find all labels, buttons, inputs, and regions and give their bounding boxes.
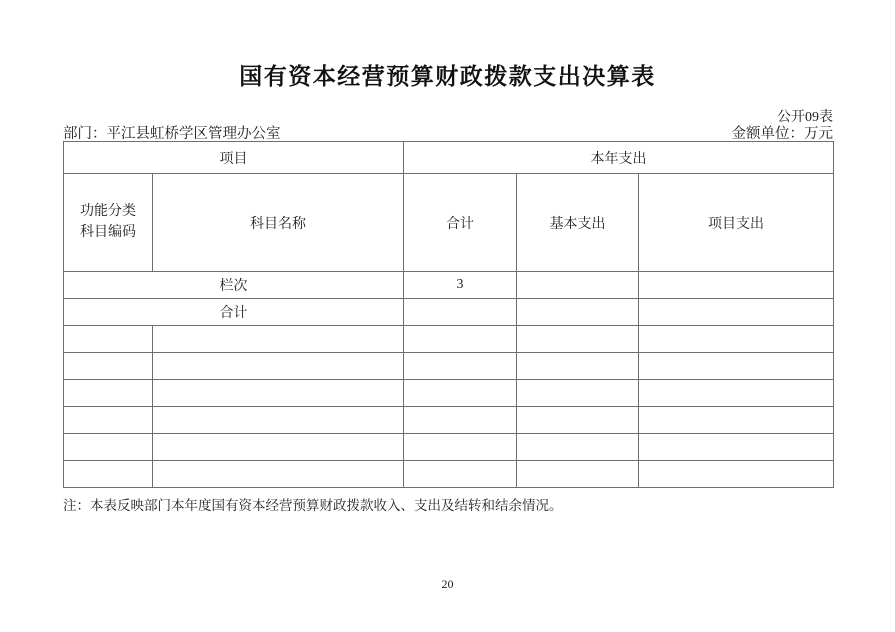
table-code-label: 公开09表 bbox=[777, 110, 833, 125]
table-row-empty bbox=[64, 353, 834, 380]
expenditure-table bbox=[63, 141, 834, 488]
empty-cell bbox=[639, 380, 834, 407]
header-functional-code-line2: 科目编码 bbox=[80, 224, 136, 240]
empty-cell bbox=[517, 461, 639, 488]
header-group-current-year: 本年支出 bbox=[404, 142, 834, 174]
department-label: 部门：平江县虹桥学区管理办公室 bbox=[63, 126, 281, 142]
cell-project bbox=[639, 299, 834, 326]
meta-row bbox=[63, 122, 833, 143]
empty-cell bbox=[404, 461, 517, 488]
unit-label: 金额单位：万元 bbox=[731, 126, 833, 142]
empty-cell bbox=[404, 434, 517, 461]
header-group-row bbox=[64, 142, 834, 174]
header-subject-name: 科目名称 bbox=[153, 174, 404, 272]
empty-cell bbox=[517, 407, 639, 434]
table-row-empty bbox=[64, 461, 834, 488]
header-functional-code bbox=[64, 174, 153, 272]
cell-total: 3 bbox=[404, 272, 517, 299]
empty-cell bbox=[404, 380, 517, 407]
empty-cell bbox=[153, 407, 404, 434]
empty-cell bbox=[404, 407, 517, 434]
empty-cell bbox=[404, 326, 517, 353]
empty-cell bbox=[639, 326, 834, 353]
empty-cell bbox=[517, 326, 639, 353]
empty-cell bbox=[639, 461, 834, 488]
page-title: 国有资本经营预算财政拨款支出决算表 bbox=[239, 64, 656, 89]
empty-cell bbox=[639, 353, 834, 380]
empty-cell bbox=[64, 461, 153, 488]
empty-cell bbox=[64, 434, 153, 461]
row-label: 栏次 bbox=[64, 272, 404, 299]
cell-project bbox=[639, 272, 834, 299]
table-note: 注：本表反映部门本年度国有资本经营预算财政拨款收入、支出及结转和结余情况。 bbox=[63, 498, 563, 513]
empty-cell bbox=[639, 434, 834, 461]
empty-cell bbox=[64, 353, 153, 380]
cell-basic bbox=[517, 299, 639, 326]
header-total: 合计 bbox=[404, 174, 517, 272]
empty-cell bbox=[639, 407, 834, 434]
empty-cell bbox=[153, 380, 404, 407]
table-row-empty bbox=[64, 434, 834, 461]
header-basic-expenditure: 基本支出 bbox=[517, 174, 639, 272]
empty-cell bbox=[153, 326, 404, 353]
empty-cell bbox=[404, 353, 517, 380]
table-row-empty bbox=[64, 326, 834, 353]
empty-cell bbox=[153, 461, 404, 488]
header-functional-code-line1: 功能分类 bbox=[80, 204, 136, 220]
row-label: 合计 bbox=[64, 299, 404, 326]
table-row-empty bbox=[64, 407, 834, 434]
cell-basic bbox=[517, 272, 639, 299]
empty-cell bbox=[517, 434, 639, 461]
empty-cell bbox=[153, 434, 404, 461]
header-group-project: 项目 bbox=[64, 142, 404, 174]
table-row-empty bbox=[64, 380, 834, 407]
empty-cell bbox=[64, 380, 153, 407]
page-number: 20 bbox=[441, 577, 454, 591]
empty-cell bbox=[64, 326, 153, 353]
empty-cell bbox=[517, 380, 639, 407]
header-columns-row bbox=[64, 174, 834, 272]
cell-total bbox=[404, 299, 517, 326]
header-project-expenditure: 项目支出 bbox=[639, 174, 834, 272]
empty-cell bbox=[153, 353, 404, 380]
empty-cell bbox=[64, 407, 153, 434]
table-row-total bbox=[64, 299, 834, 326]
empty-cell bbox=[517, 353, 639, 380]
table-row-column-index bbox=[64, 272, 834, 299]
